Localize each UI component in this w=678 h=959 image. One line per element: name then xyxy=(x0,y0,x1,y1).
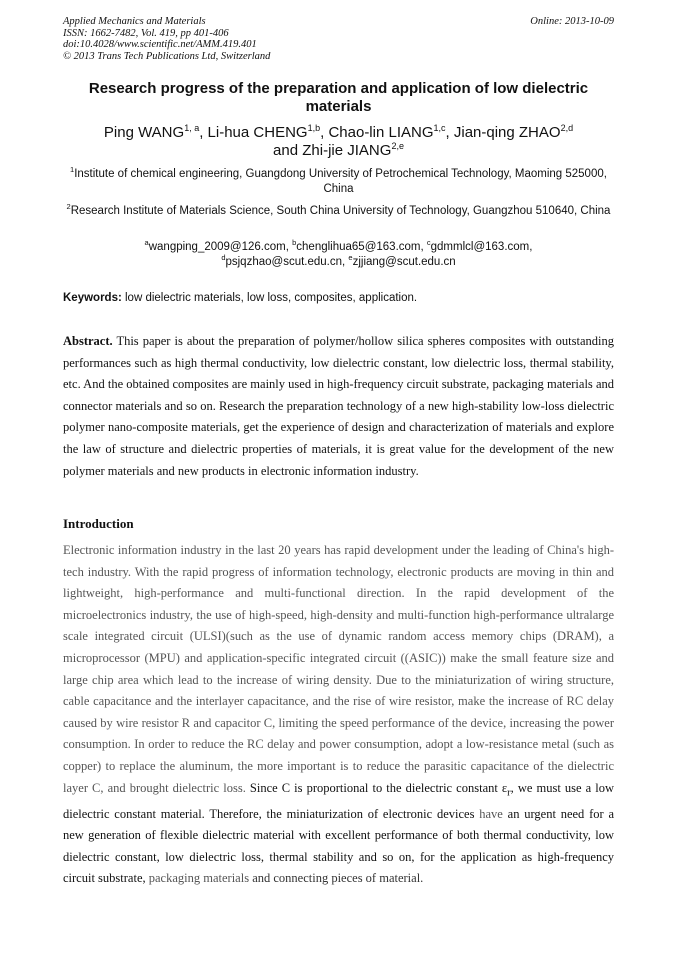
abstract-label: Abstract. xyxy=(63,334,113,348)
intro-subscript: r xyxy=(507,787,511,799)
author-name: Chao-lin LIANG xyxy=(328,124,434,141)
keywords-label: Keywords: xyxy=(63,292,122,304)
email-link[interactable]: chenglihua65@163.com xyxy=(296,241,421,253)
intro-text: an urgent need for a new generation of flexible dielectric material with excellent performance of both thermal conductivity, low dielectric constant, low dielectric loss, thermal stability and so on, for the application as high-frequency circuit substrate, xyxy=(63,806,614,886)
online-date: Online: 2013-10-09 xyxy=(530,16,614,27)
journal-header xyxy=(63,16,614,62)
author-separator: , xyxy=(320,124,329,141)
author-and: and xyxy=(273,142,303,159)
email-link[interactable]: gdmmlcl@163.com xyxy=(430,241,530,253)
intro-text: have xyxy=(479,806,503,821)
email-link[interactable]: wangping_2009@126.com xyxy=(148,241,286,253)
intro-text: Since C is proportional to the dielectric constant ε xyxy=(249,780,508,795)
author-name: Jian-qing ZHAO xyxy=(453,124,561,141)
author-name: Ping WANG xyxy=(103,124,185,141)
introduction-paragraph xyxy=(63,540,614,890)
affiliation-sup: 1 xyxy=(70,165,75,175)
intro-text: packaging materials xyxy=(148,871,250,886)
email-sup: e xyxy=(348,253,353,263)
intro-text: , we must use a low dielectric constant material. Therefore, the miniaturization of electronic devices xyxy=(63,780,614,821)
author-sup: 1, a xyxy=(184,123,200,133)
email-link[interactable]: zjjiang@scut.edu.cn xyxy=(352,256,456,268)
author-sup: 1,c xyxy=(433,123,446,133)
doi-line: doi:10.4028/www.scientific.net/AMM.419.401 xyxy=(63,39,257,50)
section-heading-introduction: Introduction xyxy=(63,516,134,531)
author-sup: 1,b xyxy=(307,123,321,133)
intro-text: Electronic information industry in the last 20 years has rapid development under the leading of China's high-tech industry. With the rapid progress of information technology, electronic products are moving in thin and lightweight, high-performance and multi-functional direction. In the rapid development of the microelectronics industry, the use of high-speed, high-density and multi-function high-performance ultralarge scale integrated circuit (ULSI)(such as the use of dynamic random access memory chips (DRAM), a microprocessor (MPU) and application-specific integrated circuit ((ASIC)) make the small feature size and large chip area which lead to the increase of wiring density. Due to the miniaturization of wiring structure, cable capacitance and the interlayer capacitance, and the rise of wire resistor, make the increase of RC delay caused by wire resistor R and capacitor C, limiting the speed performance of the device, increasing the power consumption. In order to reduce the RC delay and power consumption, adopt a low-resistance metal (such as copper) to replace the aluminum, the more important is to reduce the parasitic capacitance of the dielectric layer C, and brought dielectric loss. xyxy=(63,543,614,795)
email-sup: c xyxy=(426,238,431,248)
author-separator: , xyxy=(199,124,208,141)
affiliation-text: Institute of chemical engineering, Guangdong University of Petrochemical Technology, Maoming 525000, China xyxy=(74,168,607,195)
affiliation-text: Research Institute of Materials Science, South China University of Technology, Guangzhou 510640, China xyxy=(70,205,611,217)
abstract-text: This paper is about the preparation of polymer/hollow silica spheres composites with outstanding performances such as high thermal conductivity, low dielectric constant, low dielectric loss, thermal stability, etc. And the obtained composites are mainly used in high-frequency circuit substrate, packaging materials and connector materials and so on. Research the preparation technology of a new high-stability low-loss dielectric polymer nano-composite materials, get the experience of design and characterization of materials and explore the law of structure and dielectric properties of materials, it is great value for the development of the new polymer materials and new products in electronic information industry. xyxy=(63,334,614,478)
copyright-line: © 2013 Trans Tech Publications Ltd, Switzerland xyxy=(63,50,271,62)
author-list xyxy=(63,124,614,160)
author-separator: , xyxy=(445,124,454,141)
affiliation-2 xyxy=(63,204,614,219)
paper-title: Research progress of the preparation and application of low dielectric materials xyxy=(88,80,589,115)
abstract xyxy=(63,331,614,482)
email-link[interactable]: psjqzhao@scut.edu.cn xyxy=(225,256,343,268)
author-sup: 2,e xyxy=(391,141,404,151)
keywords xyxy=(63,291,614,305)
email-sup: a xyxy=(144,238,149,248)
journal-name: Applied Mechanics and Materials xyxy=(63,16,206,27)
issn-line: ISSN: 1662-7482, Vol. 419, pp 401-406 xyxy=(63,27,229,39)
author-sup: 2,d xyxy=(560,123,574,133)
email-list: $^a$wangping_2009@126.com, $^b$chenglihua65@163.com, $^c$gdmmlcl@163.com, $^d$psjqzhao@scut.edu.cn, $^e$zjjiang@scut.edu.cn xyxy=(144,238,533,268)
author-name: Zhi-jie JIANG xyxy=(302,142,392,159)
affiliation-1 xyxy=(63,167,614,197)
author-name: Li-hua CHENG xyxy=(207,124,308,141)
email-sup: d xyxy=(221,253,226,263)
affiliation-sup: 2 xyxy=(66,202,71,212)
email-sup: b xyxy=(292,238,297,248)
keywords-text: low dielectric materials, low loss, composites, application. xyxy=(121,292,418,304)
intro-text: and connecting pieces of material. xyxy=(249,871,424,886)
